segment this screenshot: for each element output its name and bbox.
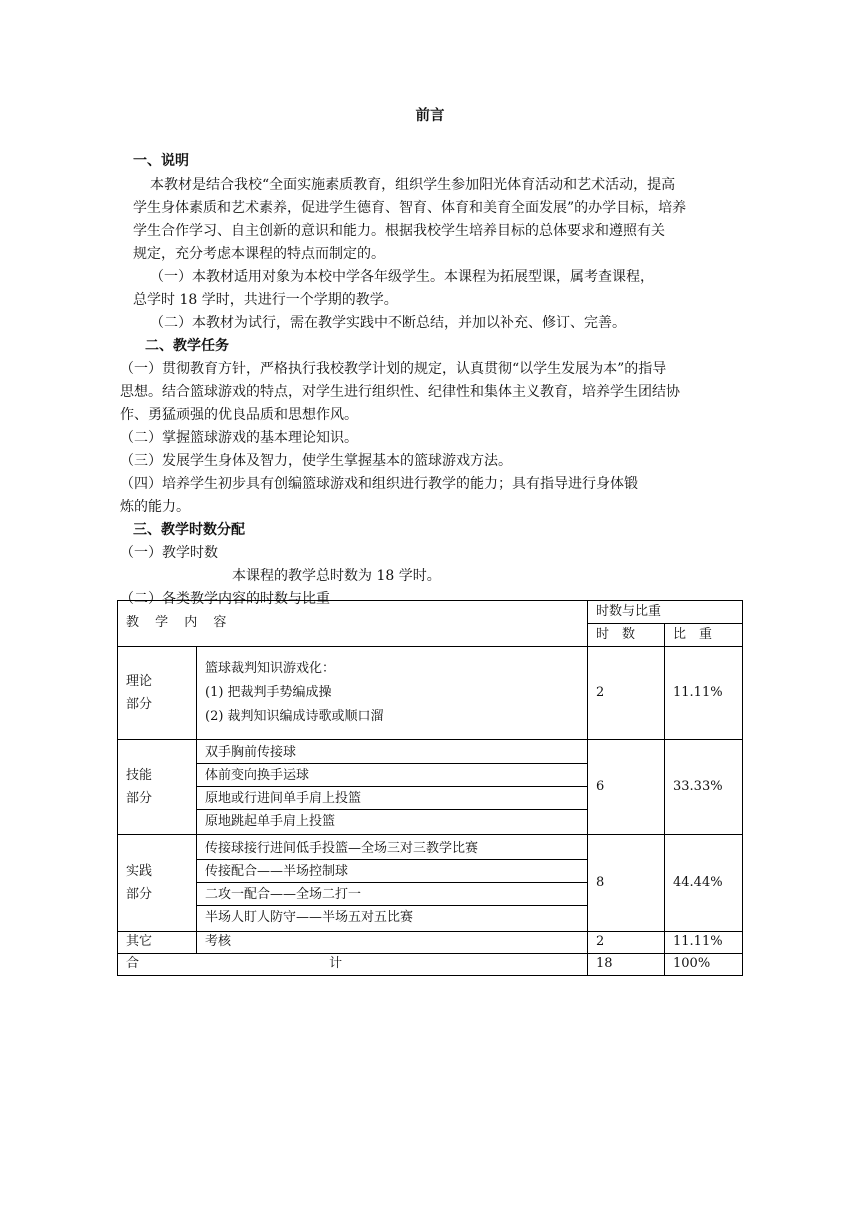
category-line: 实践 (126, 864, 153, 879)
header-content: 教 学 内 容 (118, 601, 588, 647)
hours-table (117, 600, 743, 976)
paragraph-line: 思想。结合篮球游戏的特点，对学生进行组织性、纪律性和集体主义教育，培养学生团结协 (120, 384, 680, 400)
paragraph-line: 本教材是结合我校“全面实施素质教育，组织学生参加阳光体育活动和艺术活动，提高 (150, 177, 676, 193)
paragraph-line: （一）贯彻教育方针，严格执行我校教学计划的规定，认真贯彻“以学生发展为本”的指导 (120, 361, 667, 377)
category-cell (118, 740, 197, 835)
paragraph-line: （四）培养学生初步具有创编篮球游戏和组织进行教学的能力；具有指导进行身体锻 (120, 476, 638, 492)
category-line: 部分 (126, 791, 153, 806)
hours-cell: 2 (588, 647, 665, 740)
hours-cell: 8 (588, 835, 665, 932)
header-weight: 比 重 (665, 624, 743, 647)
content-cell (197, 740, 588, 835)
category-line: 部分 (126, 887, 153, 902)
paragraph-line: 学生合作学习、自主创新的意识和能力。根据我校学生培养目标的总体要求和遵照有关 (133, 223, 665, 239)
content-line: 篮球裁判知识游戏化： (205, 661, 336, 676)
content-cell: 考核 (197, 932, 588, 954)
total-hours-cell: 18 (588, 954, 665, 976)
category-line: 部分 (126, 697, 153, 712)
weight-cell: 11.11% (665, 932, 743, 954)
content-cell (197, 835, 588, 932)
paragraph-line: （二）掌握篮球游戏的基本理论知识。 (120, 430, 358, 446)
category-cell (118, 647, 197, 740)
category-cell: 其它 (118, 932, 197, 954)
content-cell (197, 647, 588, 740)
total-label-right: 计 (329, 956, 343, 972)
content-line: 原地跳起单手肩上投篮 (205, 814, 336, 829)
category-line: 理论 (126, 674, 153, 689)
paragraph-line: 炼的能力。 (120, 499, 190, 515)
content-line: 双手胸前传接球 (197, 741, 587, 764)
paragraph-line: （三）发展学生身体及智力，使学生掌握基本的篮球游戏方法。 (120, 453, 512, 469)
weight-cell: 11.11% (665, 647, 743, 740)
weight-cell: 33.33% (665, 740, 743, 835)
hours-cell: 6 (588, 740, 665, 835)
total-weight-cell: 100% (665, 954, 743, 976)
section-1-heading: 一、说明 (133, 153, 189, 169)
category-line: 技能 (126, 768, 153, 783)
hours-cell: 2 (588, 932, 665, 954)
content-line: 体前变向换手运球 (197, 764, 587, 787)
header-hours: 时 数 (588, 624, 665, 647)
section-3-heading: 三、教学时数分配 (133, 522, 245, 538)
weight-cell: 44.44% (665, 835, 743, 932)
total-label-left: 合 (126, 956, 140, 972)
section-2-heading: 二、教学任务 (145, 338, 229, 354)
page-title: 前言 (415, 107, 445, 124)
paragraph-line: 学生身体素质和艺术素养，促进学生德育、智育、体育和美育全面发展”的办学目标，培养 (133, 200, 687, 216)
category-cell (118, 835, 197, 932)
header-ratio: 时数与比重 (588, 601, 743, 624)
content-line: (1) 把裁判手势编成操 (205, 685, 332, 700)
content-line: (2) 裁判知识编成诗歌或顺口溜 (205, 709, 384, 724)
paragraph-line: （二）本教材为试行，需在教学实践中不断总结，并加以补充、修订、完善。 (150, 315, 626, 331)
content-line: 传接配合——半场控制球 (197, 860, 587, 883)
paragraph-line: 总学时 18 学时，共进行一个学期的教学。 (133, 292, 398, 308)
paragraph-line: 作、勇猛顽强的优良品质和思想作风。 (120, 407, 358, 423)
paragraph-line: 本课程的教学总时数为 18 学时。 (232, 568, 441, 584)
total-label-cell (118, 954, 588, 976)
content-line: 传接球接行进间低手投篮—全场三对三教学比赛 (197, 837, 587, 860)
content-line: 原地或行进间单手肩上投篮 (197, 787, 587, 810)
paragraph-line: 规定，充分考虑本课程的特点而制定的。 (133, 246, 385, 262)
subsection-label: （一）教学时数 (120, 545, 218, 561)
content-line: 半场人盯人防守——半场五对五比赛 (205, 910, 414, 925)
paragraph-line: （一）本教材适用对象为本校中学各年级学生。本课程为拓展型课，属考查课程， (150, 269, 654, 285)
subsection-label: （二）各类教学内容的时数与比重 (120, 591, 330, 607)
content-line: 二攻一配合——全场二打一 (197, 883, 587, 906)
